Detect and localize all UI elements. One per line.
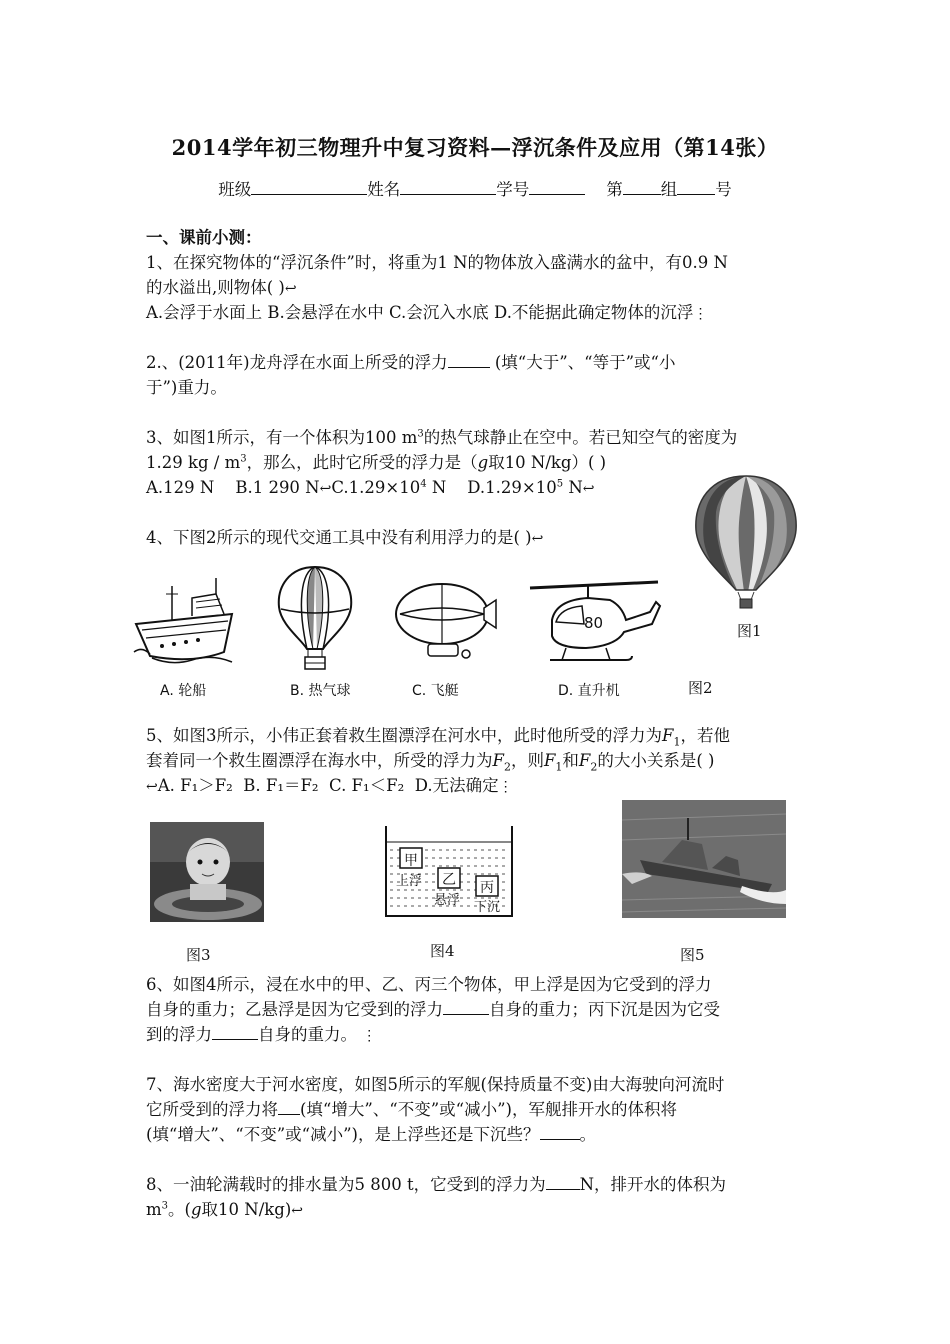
q1-stem: 的水溢出,则物体( ) xyxy=(146,278,285,297)
q5-f-sub: 1 xyxy=(673,735,681,749)
label-xiachen: 下沉 xyxy=(474,900,501,915)
q6-line1: 6、如图4所示，浸在水中的甲、乙、丙三个物体，甲上浮是因为它受到的浮力 xyxy=(146,975,712,994)
q3-text-d: ，那么，此时它所受的浮力是（ xyxy=(246,453,478,472)
q3-sup2: 3 xyxy=(240,453,247,465)
q5-f: F xyxy=(662,726,674,745)
q5-opt-c: C. F₁＜F₂ xyxy=(329,776,405,795)
q7-line3 xyxy=(146,1122,810,1147)
return-mark-icon: ↩ xyxy=(146,779,158,795)
q8-text-e: 取10 N/kg) xyxy=(201,1200,292,1219)
q3-opt-b: B.1 290 N xyxy=(235,478,320,497)
q1-line1: 1、在探究物体的“浮沉条件”时，将重为1 N的物体放入盛满水的盆中，有0.9 N xyxy=(146,253,728,272)
q8-line1 xyxy=(146,1172,810,1197)
figure3-caption: 图3 xyxy=(186,946,211,964)
q6-text-d: 自身的重力。 xyxy=(258,1025,357,1044)
q7-text-d: 。 xyxy=(579,1125,596,1144)
q8-g: g xyxy=(190,1200,202,1219)
q8-text-c: m xyxy=(146,1200,162,1219)
q6-text-c: 到的浮力 xyxy=(146,1025,212,1044)
q6-line2 xyxy=(146,997,810,1022)
class-label: 班级 xyxy=(218,180,252,199)
vehicle-label-a: A. 轮船 xyxy=(160,683,207,699)
q8-sup: 3 xyxy=(161,1200,169,1212)
page-title: 2014学年初三物理升中复习资料—浮沉条件及应用（第14张） xyxy=(171,135,779,160)
q7-line1: 7、海水密度大于河水密度，如图5所示的军舰(保持质量不变)由大海驶向河流时 xyxy=(146,1075,725,1094)
id-field[interactable] xyxy=(529,180,585,195)
vehicle-label-d: D. 直升机 xyxy=(558,683,620,699)
name-label: 姓名 xyxy=(367,180,401,199)
q7-text-c: (填“增大”、“不变”或“减小”)，是上浮些还是下沉些？ xyxy=(146,1125,540,1144)
label-xuanfu: 悬浮 xyxy=(434,893,461,908)
return-mark-icon: ↩ xyxy=(582,481,595,497)
q1-options xyxy=(146,300,810,327)
label-shangfu: 上浮 xyxy=(396,874,423,889)
q5-opt-d: D.无法确定 xyxy=(414,776,499,795)
q8-text-d: 。( xyxy=(168,1200,191,1219)
q1-line2 xyxy=(146,275,810,302)
name-field[interactable] xyxy=(400,180,496,195)
q3-text-c: 1.29 kg / m xyxy=(146,453,241,472)
group-label: 组 xyxy=(660,180,678,199)
number-field[interactable] xyxy=(677,180,715,195)
return-mark-icon: ↩ xyxy=(291,1203,304,1219)
q3-text-a: 3、如图1所示，有一个体积为100 m xyxy=(146,428,418,447)
q7-blank-1[interactable] xyxy=(278,1098,300,1115)
q7-line2 xyxy=(146,1097,810,1122)
airship-illustration xyxy=(392,578,504,668)
q3-g: g xyxy=(477,453,489,472)
label-yi: 乙 xyxy=(442,872,456,888)
q5-text-c: 套着同一个救生圈漂浮在海水中，所受的浮力为 xyxy=(146,751,493,770)
number-label: 号 xyxy=(715,180,732,199)
q5-opt-b: B. F₁＝F₂ xyxy=(243,776,319,795)
label-jia: 甲 xyxy=(404,853,418,869)
q3-opt-d-sup: 5 xyxy=(556,478,564,490)
figure2-caption: 图2 xyxy=(688,679,713,697)
ship-illustration xyxy=(132,572,244,672)
q5-text-d: ，则 xyxy=(510,751,544,770)
id-label: 学号 xyxy=(496,180,530,199)
q7-text-a: 它所受到的浮力将 xyxy=(146,1100,278,1119)
section-heading: 一、课前小测： xyxy=(146,228,262,247)
q3-opt-d: D.1.29×10 xyxy=(467,478,557,497)
q8-line2 xyxy=(146,1197,810,1224)
q3-opt-c: C.1.29×10 xyxy=(331,478,421,497)
q5-text-b: ，若他 xyxy=(680,726,730,745)
helicopter-illustration xyxy=(526,576,666,672)
figure1-caption: 图1 xyxy=(737,622,762,640)
q6-text-b: 自身的重力；丙下沉是因为它受 xyxy=(489,1000,720,1019)
q5-text-f: 的大小关系是( ) xyxy=(597,751,715,770)
q3-opt-a: A.129 N xyxy=(146,478,215,497)
paragraph-mark-icon: ⋮ xyxy=(498,779,513,795)
vehicle-label-b: B. 热气球 xyxy=(290,683,351,699)
student-info-line xyxy=(0,176,950,200)
q3-text-b: 的热气球静止在空中。若已知空气的密度为 xyxy=(423,428,738,447)
q7-blank-2[interactable] xyxy=(540,1123,580,1140)
q8-blank-1[interactable] xyxy=(546,1173,580,1190)
q2-line1 xyxy=(146,350,810,375)
hot-air-balloon-illustration xyxy=(275,565,355,673)
q5-options xyxy=(146,773,810,800)
q2-stem: 2.、(2011年)龙舟浮在水面上所受的浮力 xyxy=(146,353,448,372)
return-mark-icon: ↩ xyxy=(531,531,544,547)
q2-stem-cont: (填“大于”、“等于”或“小 xyxy=(489,353,676,372)
q8-text-b: N，排开水的体积为 xyxy=(579,1175,727,1194)
q3-opt-d-unit: N xyxy=(563,478,583,497)
q6-line3 xyxy=(146,1022,810,1049)
q5-text-e: 和 xyxy=(562,751,579,770)
label-bing: 丙 xyxy=(480,880,494,896)
q5-text-a: 5、如图3所示，小伟正套着救生圈漂浮在河水中，此时他所受的浮力为 xyxy=(146,726,662,745)
paragraph-mark-icon: ⋮ xyxy=(362,1028,377,1044)
hot-air-balloon-figure1 xyxy=(690,472,802,614)
q3-line1 xyxy=(146,425,810,450)
q3-opt-c-sup: 4 xyxy=(420,478,427,490)
q1-options-text: A.会浮于水面上 B.会悬浮在水中 C.会沉入水底 D.不能据此确定物体的沉浮 xyxy=(146,303,694,322)
q5-line2: 套着同一个救生圈漂浮在海水中，所受的浮力为$F_2$，则$F_1$和$F_2$的大小关系是( ) xyxy=(146,751,715,774)
group-prefix: 第 xyxy=(606,180,623,199)
group-field[interactable] xyxy=(623,180,661,195)
q7-text-b: (填“增大”、“不变”或“减小”)，军舰排开水的体积将 xyxy=(300,1100,677,1119)
q8-text-a: 8、一油轮满载时的排水量为5 800 t，它受到的浮力为 xyxy=(146,1175,546,1194)
q6-text-a: 自身的重力；乙悬浮是因为它受到的浮力 xyxy=(146,1000,443,1019)
q6-blank-2[interactable] xyxy=(443,998,489,1015)
q3-opt-c-unit: N xyxy=(426,478,447,497)
warship-photo xyxy=(622,800,786,918)
figure5-caption: 图5 xyxy=(680,946,705,964)
class-field[interactable] xyxy=(251,180,367,195)
svg-text:80: 80 xyxy=(584,614,604,632)
return-mark-icon: ↩ xyxy=(319,481,332,497)
q5-line1 xyxy=(146,723,810,748)
q6-blank-3[interactable] xyxy=(212,1023,258,1040)
q5-opt-a: A. F₁＞F₂ xyxy=(157,776,233,795)
return-mark-icon: ↩ xyxy=(284,281,297,297)
child-swim-ring-photo xyxy=(150,822,264,922)
q2-blank[interactable] xyxy=(448,351,490,368)
q4-stem: 4、下图2所示的现代交通工具中没有利用浮力的是( ) xyxy=(146,528,532,547)
q3-sup1: 3 xyxy=(417,428,424,440)
figure4-caption: 图4 xyxy=(430,942,455,960)
q3-text-e: 取10 N/kg）( ) xyxy=(488,453,607,472)
paragraph-mark-icon: ⋮ xyxy=(693,306,708,322)
vehicle-label-c: C. 飞艇 xyxy=(412,683,459,699)
q2-line2: 于”)重力。 xyxy=(146,378,227,397)
